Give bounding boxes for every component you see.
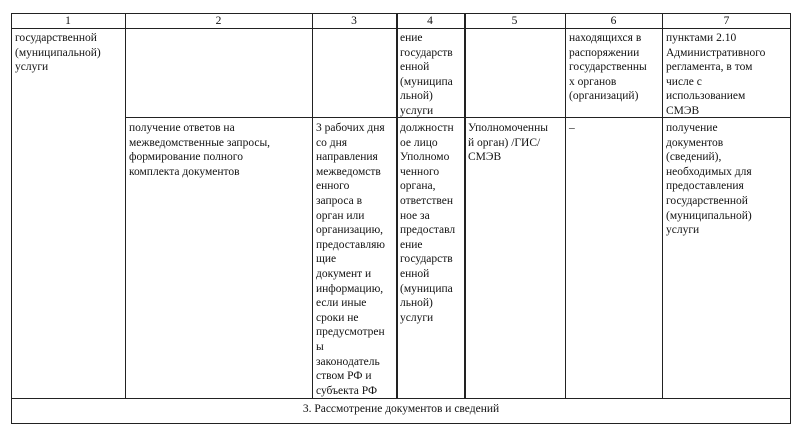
header-divider bbox=[11, 28, 791, 29]
row2-col6-text: – bbox=[569, 122, 575, 134]
col-divider-4 bbox=[464, 13, 466, 399]
col-divider-3 bbox=[396, 13, 398, 399]
header-col-3: 3 bbox=[351, 15, 357, 27]
table-border-right bbox=[790, 13, 791, 424]
header-col-4: 4 bbox=[427, 15, 433, 27]
header-col-2: 2 bbox=[215, 15, 222, 27]
header-col-6: 6 bbox=[610, 15, 617, 27]
col-divider-5 bbox=[565, 13, 566, 399]
row2-col4-text: должностн ое лицо Уполномо ченного органа, ответствен ное за предоставл ение государств енной (муниципа льной) услуги bbox=[400, 122, 456, 324]
col-divider-2 bbox=[312, 13, 313, 399]
row1-col6-text: находящихся в распоряжении государственны х органов (организаций) bbox=[569, 32, 647, 103]
header-col-7: 7 bbox=[723, 15, 730, 27]
col-divider-1 bbox=[125, 13, 126, 399]
table-border-bottom bbox=[11, 423, 791, 424]
row-divider bbox=[125, 117, 791, 118]
row1-col7-text: пунктами 2.10 Административного регламента, в том числе с использованием СМЭВ bbox=[666, 32, 766, 117]
section-divider bbox=[11, 398, 791, 399]
document-table bbox=[11, 13, 791, 424]
row1-col1-text: государственной (муниципальной) услуги bbox=[15, 32, 101, 74]
section-heading: 3. Рассмотрение документов и сведений bbox=[302, 403, 500, 415]
col-divider-6 bbox=[662, 13, 663, 399]
row2-col2-text: получение ответов на межведомственные запросы, формирование полного комплекта документов bbox=[129, 122, 271, 178]
header-col-5: 5 bbox=[511, 15, 518, 27]
table-border-left bbox=[11, 13, 12, 424]
header-col-1: 1 bbox=[65, 15, 71, 27]
row2-col7-text: получение документов (сведений), необходимых для предоставления государственной (муниципальной) услуги bbox=[666, 122, 752, 237]
row2-col5-text: Уполномоченны й орган) /ГИС/ СМЭВ bbox=[468, 122, 548, 164]
table-border-top bbox=[11, 13, 791, 14]
row2-col3-text: 3 рабочих дня со дня направления межведомств енного запроса в орган или организацию, предоставляю щие документ и информацию, если иные сроки не предусмотрен ы законодатель ством РФ и субъекта РФ bbox=[316, 122, 386, 397]
row1-col4-text: ение государств енной (муниципа льной) услуги bbox=[400, 32, 453, 117]
